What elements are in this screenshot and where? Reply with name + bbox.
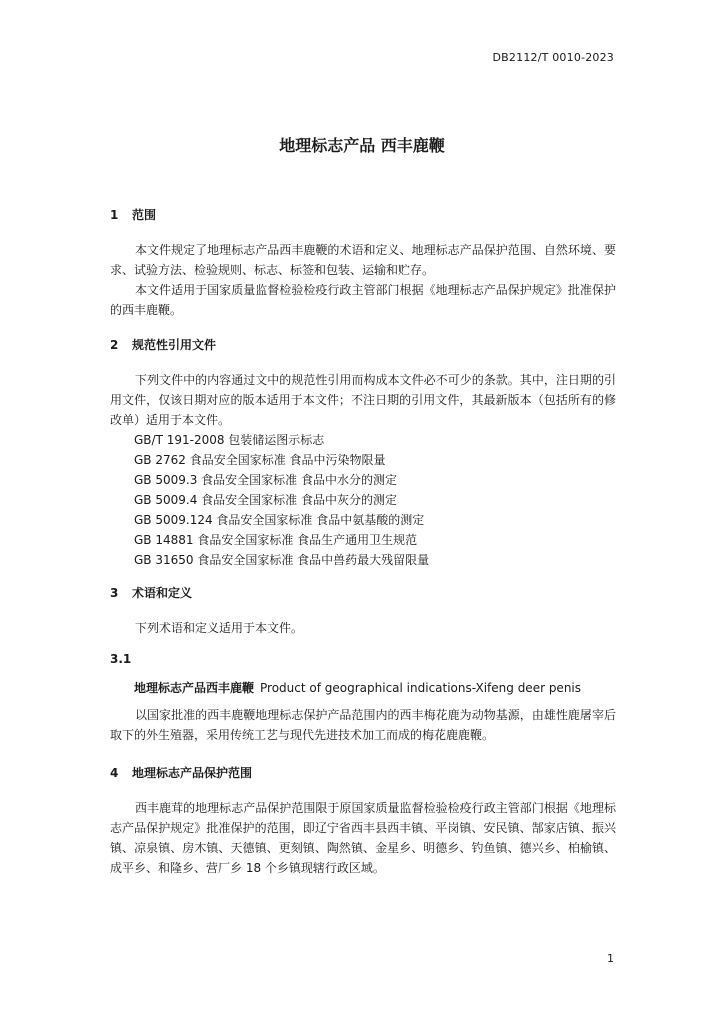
term-chinese: 地理标志产品西丰鹿鞭 xyxy=(134,681,255,695)
section-number: 1 xyxy=(110,208,119,222)
section-number: 4 xyxy=(110,766,119,780)
reference-item: GB 2762 食品安全国家标准 食品中污染物限量 xyxy=(134,453,386,467)
subsection-number: 3.1 xyxy=(110,652,132,666)
section-4-paragraph-1: 西丰鹿茸的地理标志产品保护范围限于原国家质量监督检验检疫行政主管部门根据《地理标志产品保护规定》批准保护的范围，即辽宁省西丰县西丰镇、平岗镇、安民镇、郜家店镇、振兴镇、凉泉镇、房木镇、天德镇、更刻镇、陶然镇、金星乡、明德乡、钓鱼镇、德兴乡、柏榆镇、成平乡、和隆乡、营厂乡 18 个乡镇现辖行政区域。 xyxy=(110,801,616,875)
document-code: DB2112/T 0010-2023 xyxy=(492,51,614,64)
section-1-paragraph-1: 本文件规定了地理标志产品西丰鹿鞭的术语和定义、地理标志产品保护范围、自然环境、要求、试验方法、检验规则、标志、标签和包装、运输和贮存。 xyxy=(110,243,616,277)
section-4-heading xyxy=(110,764,252,781)
page-number: 1 xyxy=(607,952,614,965)
section-number: 3 xyxy=(110,586,119,600)
section-title: 地理标志产品保护范围 xyxy=(132,766,253,780)
section-2-heading xyxy=(110,336,216,353)
section-title: 术语和定义 xyxy=(132,586,193,600)
reference-list xyxy=(134,430,429,570)
section-1-paragraph-2: 本文件适用于国家质量监督检验检疫行政主管部门根据《地理标志产品保护规定》批准保护的西丰鹿鞭。 xyxy=(110,283,616,317)
term-english: Product of geographical indications-Xifeng deer penis xyxy=(260,681,582,695)
section-3-heading xyxy=(110,584,192,601)
section-2-paragraph-1: 下列文件中的内容通过文中的规范性引用而构成本文件必不可少的条款。其中，注日期的引用文件，仅该日期对应的版本适用于本文件；不注日期的引用文件，其最新版本（包括所有的修改单）适用于本文件。 xyxy=(110,373,616,427)
reference-item: GB/T 191-2008 包装储运图示标志 xyxy=(134,433,325,447)
reference-item: GB 5009.3 食品安全国家标准 食品中水分的测定 xyxy=(134,473,397,487)
section-title: 规范性引用文件 xyxy=(132,338,217,352)
reference-item: GB 31650 食品安全国家标准 食品中兽药最大残留限量 xyxy=(134,553,430,567)
section-number: 2 xyxy=(110,338,119,352)
document-title: 地理标志产品 西丰鹿鞭 xyxy=(279,136,445,155)
section-3-paragraph-1: 下列术语和定义适用于本文件。 xyxy=(135,621,304,635)
reference-item: GB 5009.124 食品安全国家标准 食品中氨基酸的测定 xyxy=(134,513,425,527)
section-1-heading xyxy=(110,206,156,223)
term-entry xyxy=(134,679,581,696)
reference-item: GB 5009.4 食品安全国家标准 食品中灰分的测定 xyxy=(134,493,397,507)
reference-item: GB 14881 食品安全国家标准 食品生产通用卫生规范 xyxy=(134,533,418,547)
term-definition: 以国家批准的西丰鹿鞭地理标志保护产品范围内的西丰梅花鹿为动物基源，由雄性鹿屠宰后取下的外生殖器，采用传统工艺与现代先进技术加工而成的梅花鹿鹿鞭。 xyxy=(110,708,616,742)
section-title: 范围 xyxy=(132,208,157,222)
